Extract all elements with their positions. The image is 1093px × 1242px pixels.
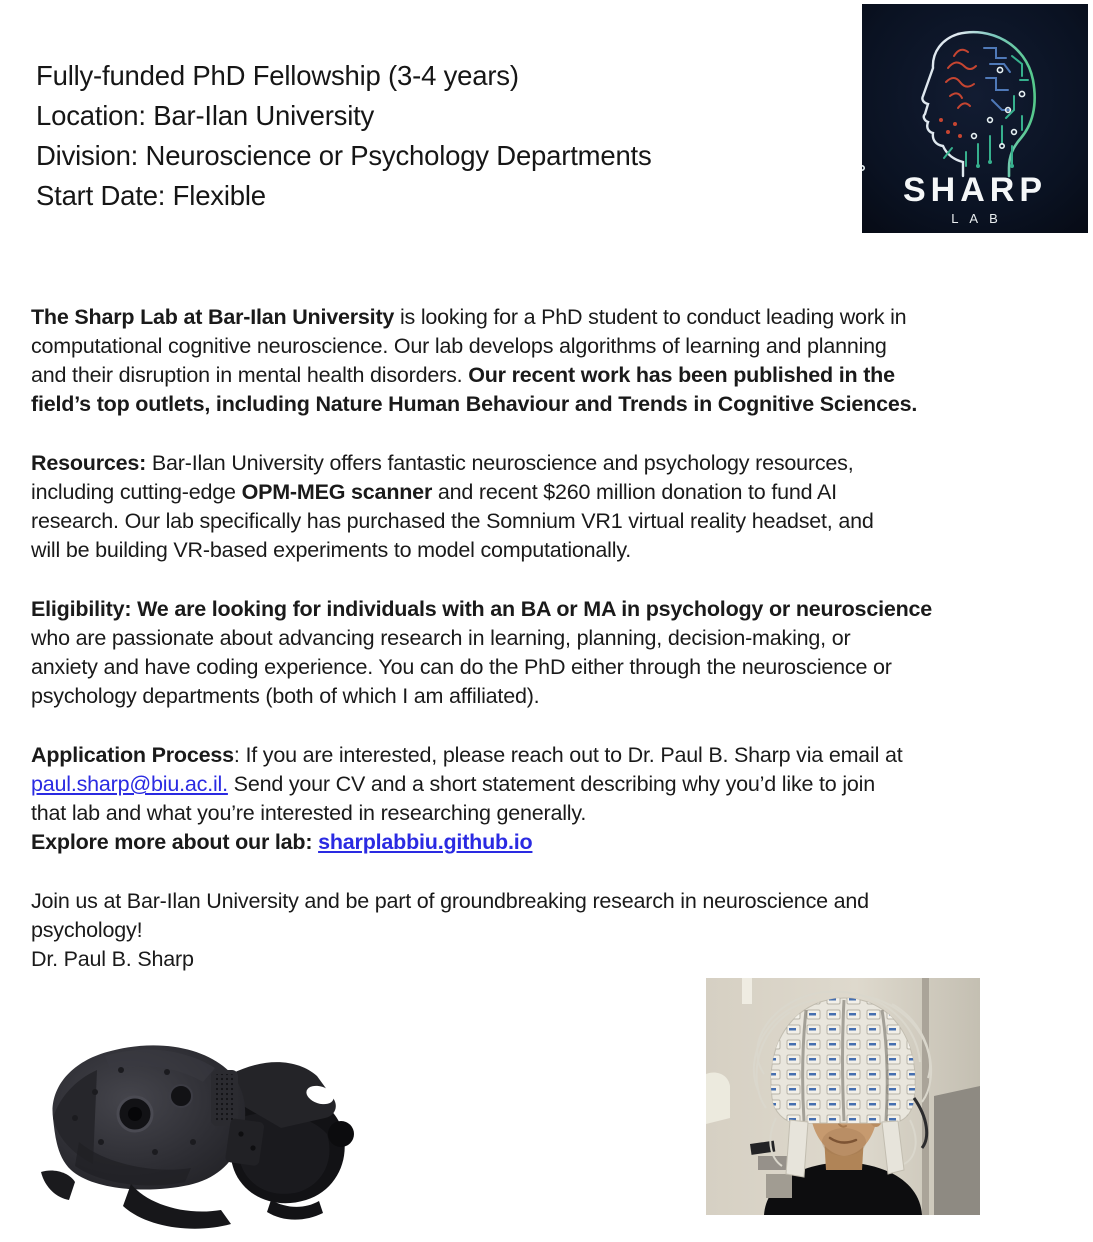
- text-run: and recent $260 million donation to fund AI: [432, 480, 837, 504]
- text-line: [31, 390, 1061, 419]
- sharp-lab-logo-graphic: [862, 4, 1088, 233]
- paragraph-application: [31, 741, 1061, 857]
- text-run: The Sharp Lab at Bar-Ilan University: [31, 305, 395, 329]
- lab-website-link[interactable]: sharplabbiu.github.io: [318, 830, 533, 854]
- fellowship-title: Fully-funded PhD Fellowship (3-4 years): [36, 60, 519, 91]
- meg-helmet-graphic: [706, 978, 980, 1215]
- sharp-lab-logo: [862, 4, 1088, 233]
- text-run: field’s top outlets, including Nature Human Behaviour and Trends in Cognitive Sciences.: [31, 392, 918, 416]
- text-run: Send your CV and a short statement describing why you’d like to join: [227, 772, 875, 796]
- text-line: [31, 507, 1061, 536]
- text-run: is looking for a PhD student to conduct leading work in: [394, 305, 907, 329]
- header-block: [36, 56, 652, 216]
- text-run: OPM-MEG scanner: [241, 480, 433, 504]
- text-line: [31, 361, 1061, 390]
- text-run: computational cognitive neuroscience. Our lab develops algorithms of learning and planning: [31, 334, 887, 358]
- text-run: Join us at Bar-Ilan University and be part of groundbreaking research in neuroscience and: [31, 889, 869, 913]
- text-line: [31, 449, 1061, 478]
- division-line: Division: Neuroscience or Psychology Departments: [36, 140, 652, 171]
- text-run: who are passionate about advancing research in learning, planning, decision-making, or: [31, 626, 851, 650]
- text-run: Eligibility: We are looking for individuals with an BA or MA in psychology or neuroscience: [31, 597, 933, 621]
- text-line: [31, 332, 1061, 361]
- paragraph-eligibility: [31, 595, 1061, 711]
- paragraph-intro: [31, 303, 1061, 419]
- start-date-line: Start Date: Flexible: [36, 180, 266, 211]
- meg-helmet-photo: [706, 978, 980, 1215]
- text-line: [31, 799, 1061, 828]
- vr-headset-photo: [35, 1022, 367, 1234]
- text-run: Resources:: [31, 451, 147, 475]
- text-line: [31, 828, 1061, 857]
- text-line: [31, 770, 1061, 799]
- text-run: psychology departments (both of which I am affiliated).: [31, 684, 540, 708]
- text-line: [31, 595, 1061, 624]
- text-line: [31, 916, 1061, 945]
- text-run: research. Our lab specifically has purchased the Somnium VR1 virtual reality headset, and: [31, 509, 874, 533]
- text-run: Bar-Ilan University offers fantastic neuroscience and psychology resources,: [146, 451, 854, 475]
- text-run: Dr. Paul B. Sharp: [31, 947, 194, 971]
- vr-headset-graphic: [35, 1022, 367, 1234]
- paragraph-closing: [31, 887, 1061, 974]
- text-run: Explore more about our lab:: [31, 830, 319, 854]
- body-text: [31, 303, 1061, 1004]
- text-line: [31, 478, 1061, 507]
- text-run: psychology!: [31, 918, 143, 942]
- text-run: Our recent work has been published in the: [468, 363, 895, 387]
- text-run: anxiety and have coding experience. You can do the PhD either through the neuroscience or: [31, 655, 892, 679]
- text-line: [31, 741, 1061, 770]
- text-line: [31, 303, 1061, 332]
- text-line: [31, 653, 1061, 682]
- text-run: that lab and what you’re interested in researching generally.: [31, 801, 587, 825]
- text-line: [31, 887, 1061, 916]
- text-line: [31, 624, 1061, 653]
- paragraph-resources: [31, 449, 1061, 565]
- text-run: Application Process: [31, 743, 234, 767]
- logo-title: SHARP: [902, 171, 1048, 209]
- text-run: : If you are interested, please reach out to Dr. Paul B. Sharp via email at: [233, 743, 903, 767]
- text-line: [31, 682, 1061, 711]
- logo-subtitle: LAB: [951, 211, 1009, 226]
- text-line: [31, 945, 1061, 974]
- text-run: and their disruption in mental health disorders.: [31, 363, 469, 387]
- text-run: including cutting-edge: [31, 480, 242, 504]
- location-line: Location: Bar-Ilan University: [36, 100, 375, 131]
- email-link[interactable]: paul.sharp@biu.ac.il.: [31, 772, 228, 796]
- text-run: will be building VR-based experiments to model computationally.: [31, 538, 632, 562]
- text-line: [31, 536, 1061, 565]
